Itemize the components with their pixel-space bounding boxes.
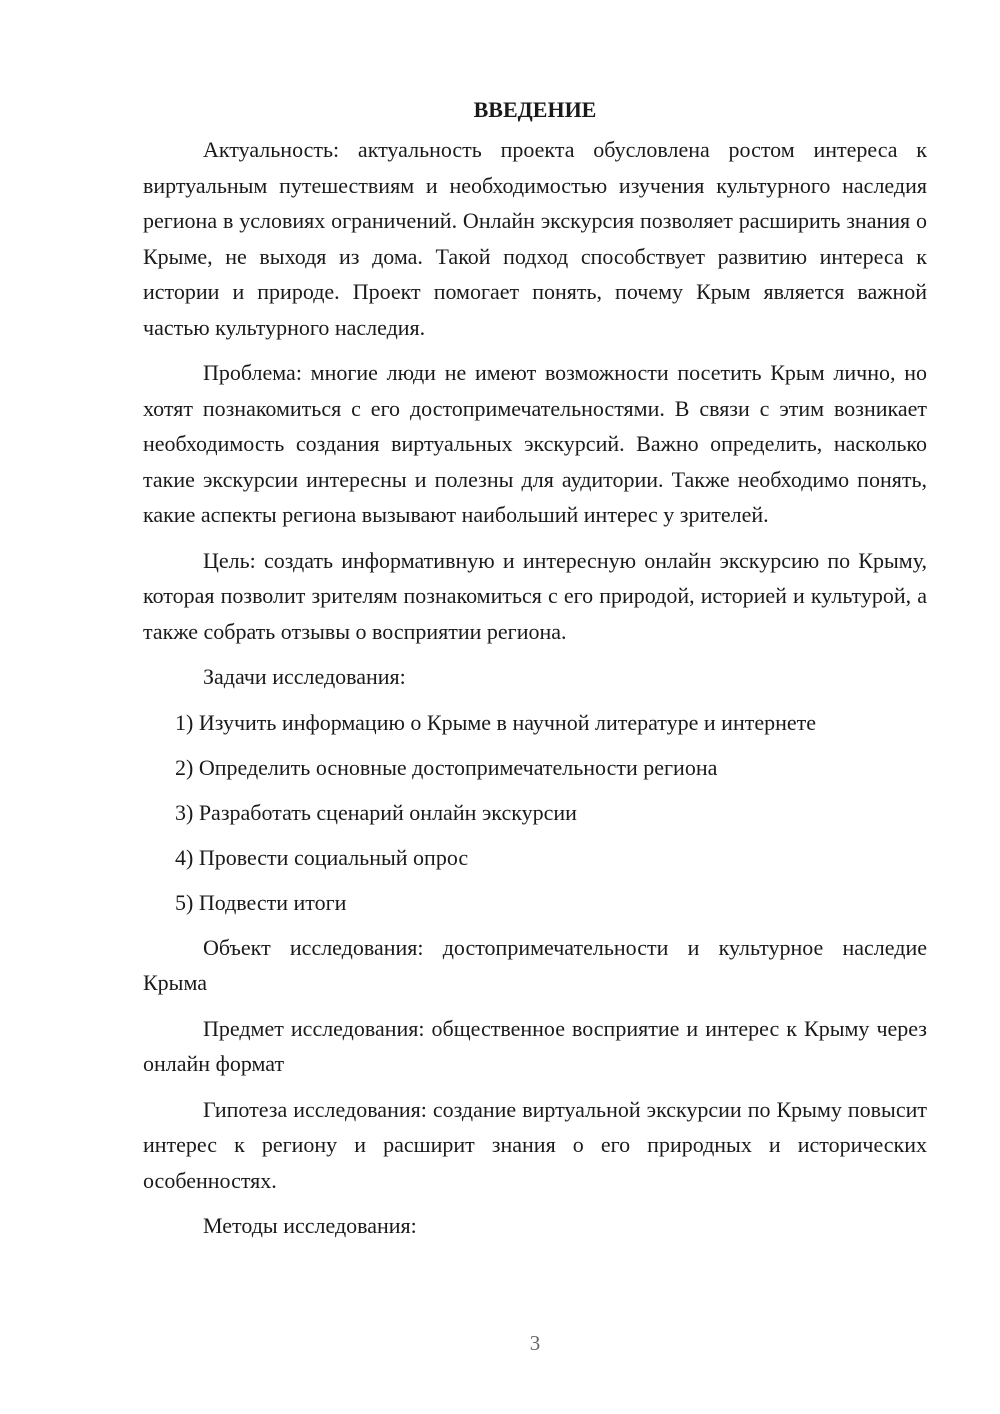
methods-heading: Методы исследования:: [203, 1213, 417, 1238]
page-title: ВВЕДЕНИЕ: [473, 97, 597, 122]
paragraph-hypothesis: Гипотеза исследования: создание виртуальной экскурсии по Крыму повысит интерес к региону и расширит знания о его природных и исторических особенностях.: [143, 1096, 927, 1193]
task-item: 4) Провести социальный опрос: [175, 844, 469, 870]
task-item: 5) Подвести итоги: [175, 889, 347, 915]
paragraph-subject: Предмет исследования: общественное восприятие и интерес к Крыму через онлайн формат: [143, 1015, 927, 1076]
task-list: [143, 705, 927, 921]
paragraph-relevance: Актуальность: актуальность проекта обусловлена ростом интереса к виртуальным путешествиям и необходимостью изучения культурного наследия региона в условиях ограничений. Онлайн экскурсия позволяет расширить знания о Крыме, не выходя из дома. Такой подход способствует развитию интереса к истории и природе. Проект помогает понять, почему Крым является важной частью культурного наследия.: [143, 137, 927, 340]
paragraph-goal: Цель: создать информативную и интересную онлайн экскурсию по Крыму, которая позволит зрителям познакомиться с его природой, историей и культурой, а также собрать отзывы о восприятии региона.: [143, 547, 927, 644]
task-item: 3) Разработать сценарий онлайн экскурсии: [175, 799, 577, 825]
page-number: 3: [529, 1331, 541, 1355]
tasks-heading: Задачи исследования:: [203, 664, 406, 689]
paragraph-problem: Проблема: многие люди не имеют возможности посетить Крым лично, но хотят познакомиться с его достопримечательностями. В связи с этим возникает необходимость создания виртуальных экскурсий. Важно определить, насколько такие экскурсии интересны и полезны для аудитории. Также необходимо понять, какие аспекты региона вызывают наибольший интерес у зрителей.: [143, 360, 927, 527]
paragraph-object: Объект исследования: достопримечательности и культурное наследие Крыма: [143, 934, 927, 995]
task-item: 1) Изучить информацию о Крыме в научной литературе и интернете: [175, 709, 817, 735]
task-item: 2) Определить основные достопримечательности региона: [175, 754, 718, 780]
page-content: [143, 92, 927, 1254]
